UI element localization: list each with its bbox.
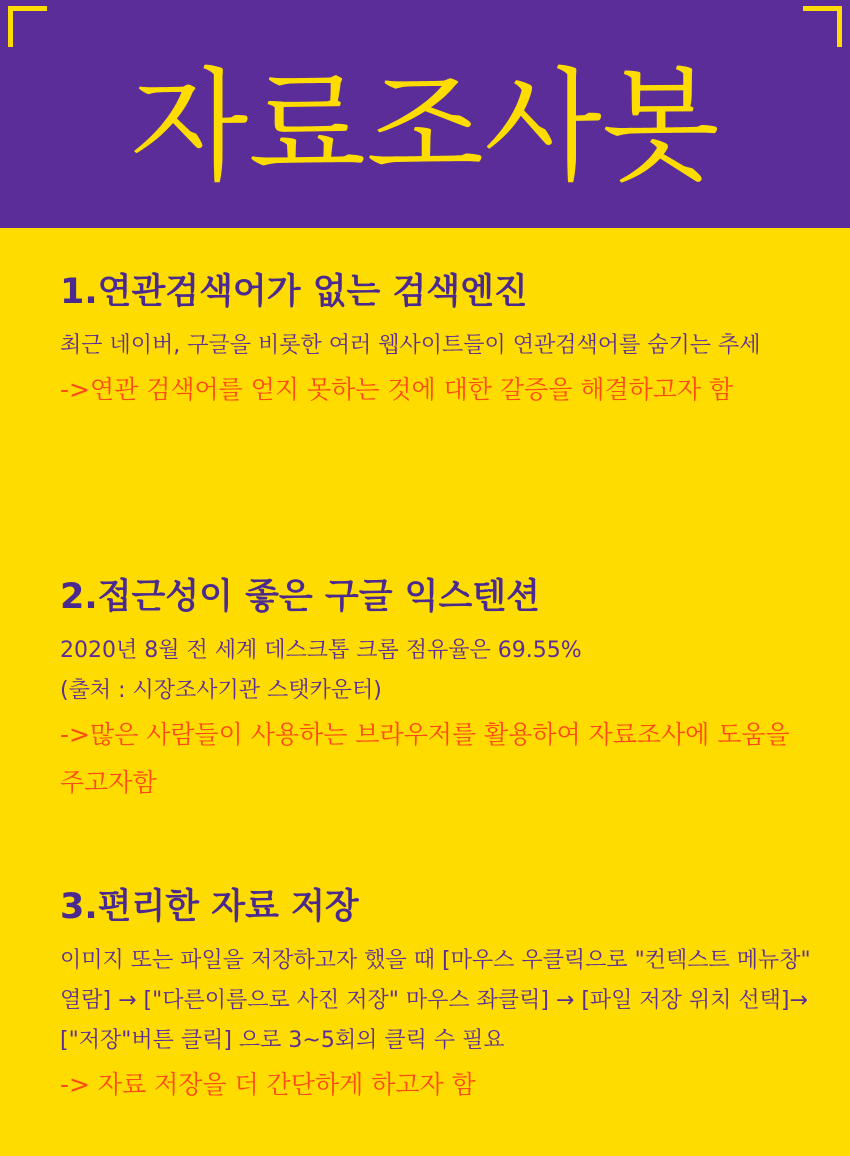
section-goal: -> 자료 저장을 더 간단하게 하고자 함 [60,1070,476,1099]
section-heading: 3.편리한 자료 저장 [60,887,359,927]
content-panel [0,228,850,1156]
section-goal: ->많은 사람들이 사용하는 브라우저를 활용하여 자료조사에 도움을 주고자함 [60,720,790,797]
section-chrome-extension [60,573,820,807]
section-description: 최근 네이버, 구글을 비롯한 여러 웹사이트들이 연관검색어를 숨기는 추세 [60,333,761,358]
right-corner-bracket [803,6,842,47]
section-source: (출처 : 시장조사기관 스탯카운터) [60,678,382,703]
section-easy-saving [60,883,820,1109]
section-related-search [60,268,820,414]
section-description: 이미지 또는 파일을 저장하고자 했을 때 [마우스 우클릭으로 "컨텍스트 메뉴창" 열람] → ["다른이름으로 사진 저장" 마우스 좌클릭] → [파일 저장 위치 선택]→ ["저장"버튼 클릭] 으로 3~5회의 클릭 수 필요 [60,948,811,1053]
section-heading: 1.연관검색어가 없는 검색엔진 [60,272,528,312]
left-corner-bracket [8,6,47,47]
section-heading: 2.접근성이 좋은 구글 익스텐션 [60,577,540,617]
section-description: 2020년 8월 전 세계 데스크톱 크롬 점유율은 69.55% [60,638,582,663]
header [0,0,850,228]
page-title: 자료조사봇 [130,56,720,198]
section-goal: ->연관 검색어를 얻지 못하는 것에 대한 갈증을 해결하고자 함 [60,375,734,404]
